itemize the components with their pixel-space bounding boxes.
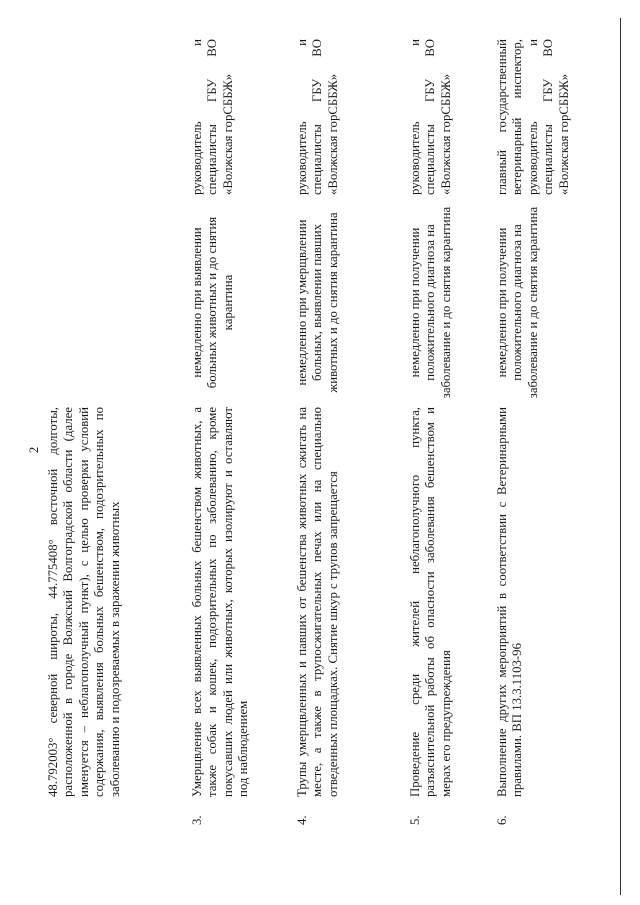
term-text: немедленно при получении положительного диагноза на заболевание и до снятия карантина [495,206,540,399]
measure-text: 48.792003° северной широты, 44.775408° восточной долготы, расположенной в городе Волжский Волгоградской области (далее именуется – неблагополучный пункт), с целью проверки условий содержания, выявления больных бешенством, подозрительных по заболеванию и подозреваемых в заражении животных [46,407,122,797]
page-number: 2 [26,446,41,454]
measure-text: Выполнение других мероприятий в соответствии с Ветеринарными правилами. ВП 13.3.1103-96 [495,407,525,797]
measure-text: Проведение среди жителей неблагополучного пункта, разъяснительной работы об опасности заболевания бешенством и мерах его предупреждения [408,407,453,797]
bottom-rule [620,18,621,895]
row-number: 4. [295,815,309,825]
measure-text: Трупы умерщвленных и павших от бешенства животных сжигать на месте, а также в трупосжигательных печах или на специально отведенных площадках. Снятие шкур с трупов запрещается [295,407,340,797]
responsible-text: руководитель и специалисты ГБУ ВО «Волжская горСББЖ» [190,39,235,195]
responsible-text: главный государственный ветеринарный инспектор, руководитель и специалисты ГБУ ВО «Волжская горСББЖ» [495,39,571,195]
responsible-text: руководитель и специалисты ГБУ ВО «Волжская горСББЖ» [408,39,453,195]
row-number: 5. [408,815,422,825]
row-number: 6. [495,815,509,825]
term-text: немедленно при выявлении больных животных и до снятия карантина [190,216,235,389]
row-number: 3. [190,815,204,825]
term-text: немедленно при умерщвлении больных, выявлении павших животных и до снятия карантина [295,212,340,393]
responsible-text: руководитель и специалисты ГБУ ВО «Волжская горСББЖ» [295,39,340,195]
measure-text: Умерщвление всех выявленных больных бешенством животных, а также собак и кошек, подозрительных по заболеванию, кроме покусавших людей или животных, которых изолируют и оставляют под наблюдением [190,407,251,797]
term-text: немедленно при получении положительного диагноза на заболевание и до снятия карантина [408,206,453,399]
